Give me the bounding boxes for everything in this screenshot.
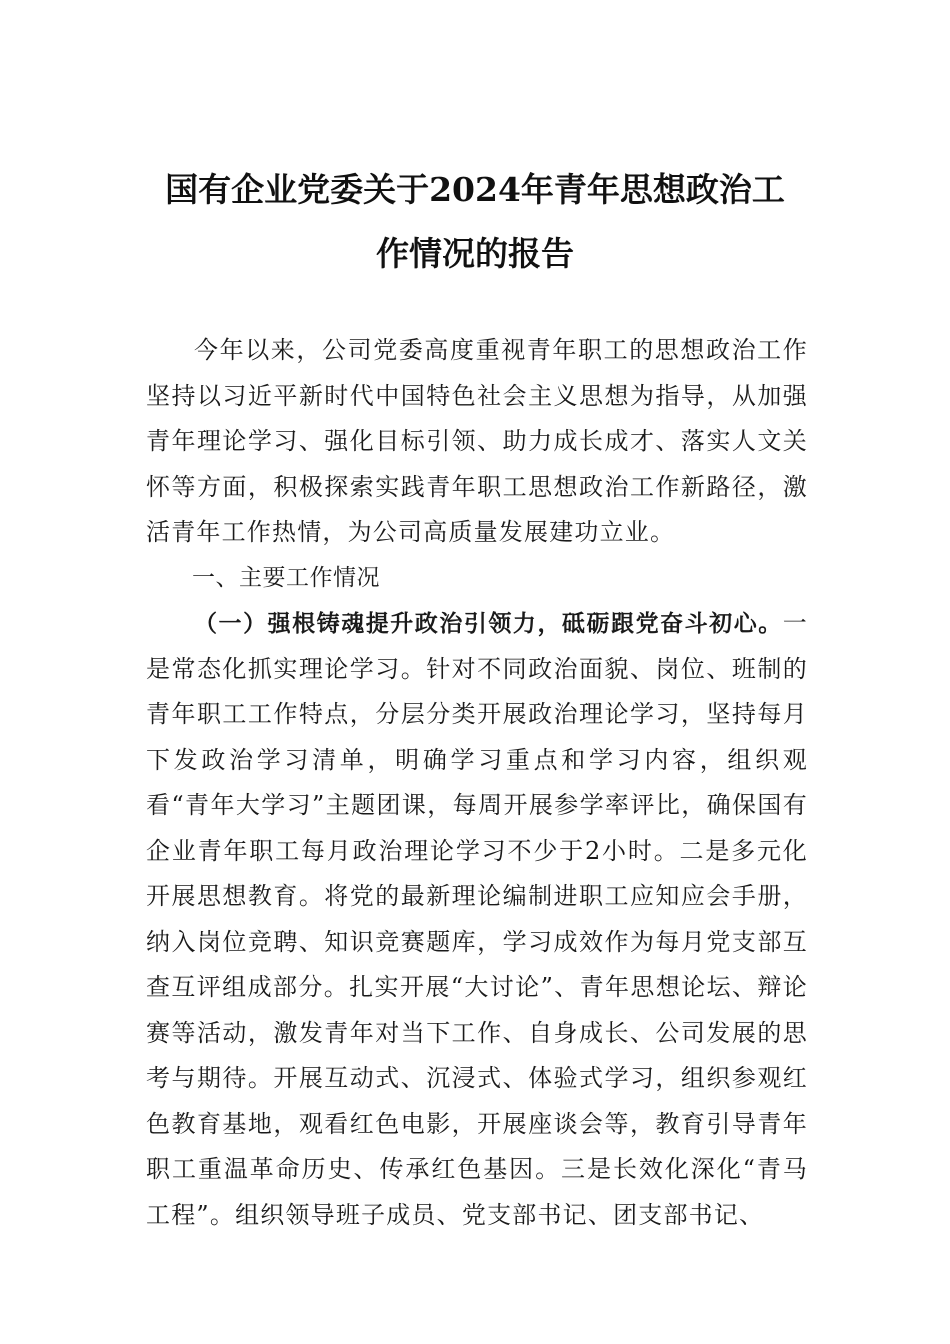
- subsection-body-text: 一是常态化抓实理论学习。针对不同政治面貌、岗位、班制的青年职工工作特点，分层分类开展政治理论学习，坚持每月下发政治学习清单，明确学习重点和学习内容，组织观看“青年大学习”主题团课，每周开展参学率评比，确保国有企业青年职工每月政治理论学习不少于2小时。二是多元化开展思想教育。将党的最新理论编制进职工应知应会手册，纳入岗位竞聘、知识竞赛题库，学习成效作为每月党支部互查互评组成部分。扎实开展“大讨论”、青年思想论坛、辩论赛等活动，激发青年对当下工作、自身成长、公司发展的思考与期待。开展互动式、沉浸式、体验式学习，组织参观红色教育基地，观看红色电影，开展座谈会等，教育引导青年职工重温革命历史、传承红色基因。三是长效化深化“青马工程”。组织领导班子成员、党支部书记、团支部书记、: [146, 609, 808, 1229]
- section-heading-main-work: 一、主要工作情况: [192, 564, 380, 591]
- document-body: [146, 328, 808, 1238]
- title-line-1: 国有企业党委关于2024年青年思想政治工: [165, 170, 785, 209]
- title-line-2: 作情况的报告: [376, 234, 574, 273]
- subsection-heading-political-leadership: （一）强根铸魂提升政治引领力，砥砺跟党奋斗初心。: [194, 610, 783, 637]
- intro-paragraph: 今年以来，公司党委高度重视青年职工的思想政治工作坚持以习近平新时代中国特色社会主义思想为指导，从加强青年理论学习、强化目标引领、助力成长成才、落实人文关怀等方面，积极探索实践青年职工思想政治工作新路径，激活青年工作热情，为公司高质量发展建功立业。: [146, 336, 808, 546]
- subsection-paragraph: [146, 601, 808, 1238]
- document-title: [140, 158, 810, 286]
